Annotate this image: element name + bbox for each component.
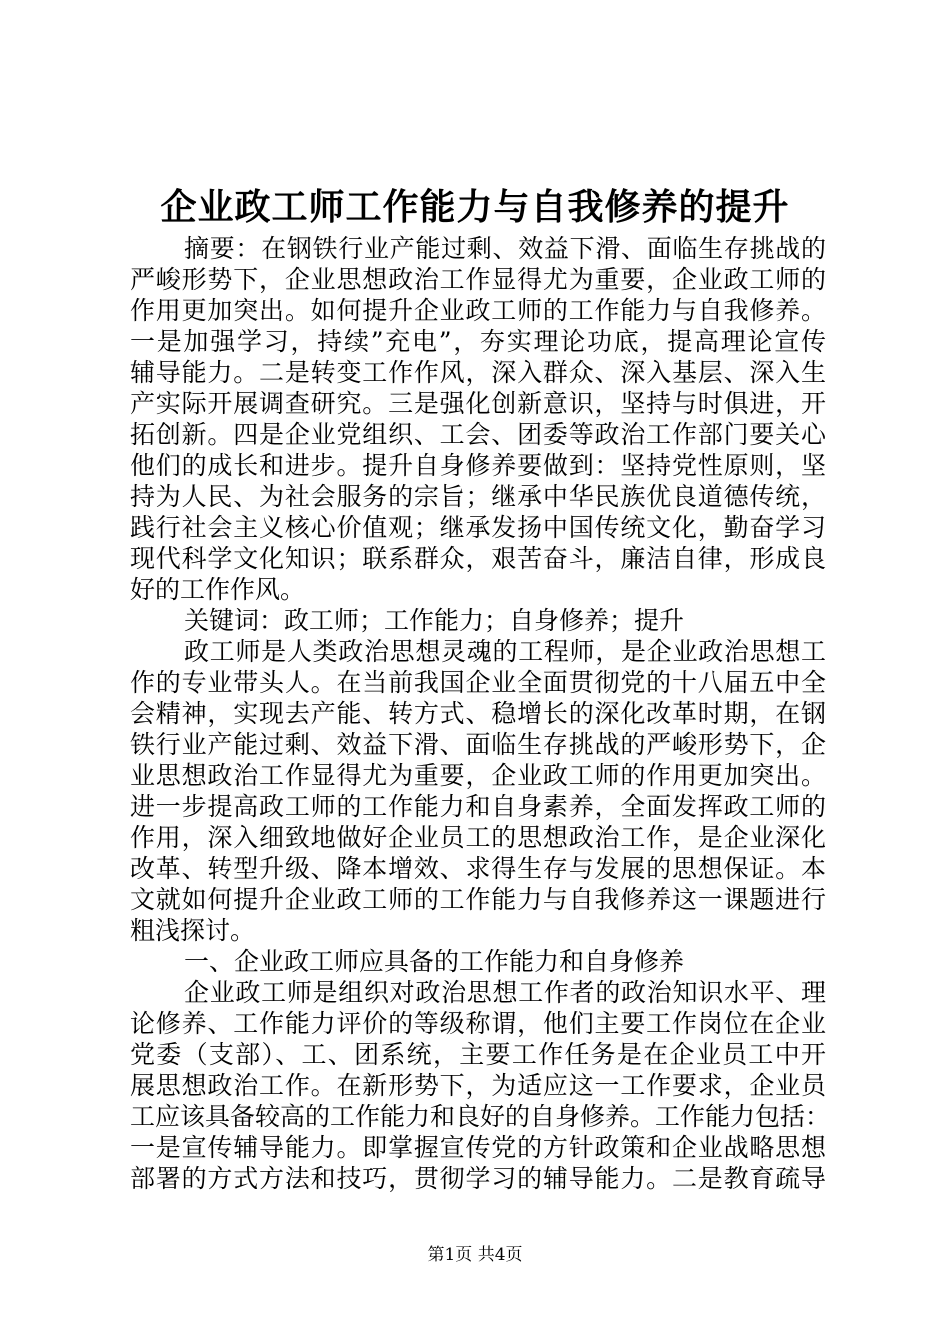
- text-line: 部署的方式方法和技巧，贯彻学习的辅导能力。二是教育疏导: [130, 1164, 826, 1193]
- document-title: 企业政工师工作能力与自我修养的提升: [160, 186, 790, 228]
- text-line: 政工师是人类政治思想灵魂的工程师，是企业政治思想工: [184, 637, 826, 666]
- text-line: 作用，深入细致地做好企业员工的思想政治工作，是企业深化: [130, 823, 826, 852]
- text-line: 文就如何提升企业政工师的工作能力与自我修养这一课题进行: [130, 885, 826, 914]
- text-line: 严峻形势下，企业思想政治工作显得尤为重要，企业政工师的: [130, 265, 826, 294]
- paragraph-keywords: [130, 605, 826, 636]
- text-line: 好的工作作风。: [130, 575, 306, 604]
- text-line: 现代科学文化知识；联系群众，艰苦奋斗，廉洁自律，形成良: [130, 544, 826, 573]
- text-line: 党委（支部）、工、团系统，主要工作任务是在企业员工中开: [130, 1040, 826, 1069]
- text-line: 进一步提高政工师的工作能力和自身素养，全面发挥政工师的: [130, 792, 826, 821]
- text-line: 企业政工师是组织对政治思想工作者的政治知识水平、理: [184, 978, 826, 1007]
- text-line: 改革、转型升级、降本增效、求得生存与发展的思想保证。本: [130, 854, 826, 883]
- text-line: 会精神，实现去产能、转方式、稳增长的深化改革时期，在钢: [130, 699, 826, 728]
- text-line: 产实际开展调查研究。三是强化创新意识，坚持与时俱进，开: [130, 389, 826, 418]
- text-line: 展思想政治工作。在新形势下，为适应这一工作要求，企业员: [130, 1071, 826, 1100]
- text-line: 作用更加突出。如何提升企业政工师的工作能力与自我修养。: [130, 296, 826, 325]
- paragraph-abstract: [130, 233, 826, 605]
- text-line: 作的专业带头人。在当前我国企业全面贯彻党的十八届五中全: [130, 668, 826, 697]
- text-line: 持为人民、为社会服务的宗旨；继承中华民族优良道德传统，: [130, 482, 826, 511]
- document-body: [130, 233, 831, 1194]
- text-line: 铁行业产能过剩、效益下滑、面临生存挑战的严峻形势下，企: [130, 730, 826, 759]
- text-line: 拓创新。四是企业党组织、工会、团委等政治工作部门要关心: [130, 420, 826, 449]
- text-line: 工应该具备较高的工作能力和良好的自身修养。工作能力包括：: [130, 1102, 831, 1131]
- text-line: 关键词：政工师；工作能力；自身修养；提升: [184, 606, 685, 635]
- text-line: 践行社会主义核心价值观；继承发扬中国传统文化，勤奋学习: [130, 513, 826, 542]
- page-footer: 第1页 共4页: [427, 1245, 523, 1265]
- text-line: 粗浅探讨。: [130, 916, 256, 945]
- text-line: 一是加强学习，持续”充电”，夯实理论功底，提高理论宣传: [130, 327, 826, 356]
- text-line: 辅导能力。二是转变工作作风，深入群众、深入基层、深入生: [130, 358, 826, 387]
- text-line: 论修养、工作能力评价的等级称谓，他们主要工作岗位在企业: [130, 1009, 826, 1038]
- text-line: 他们的成长和进步。提升自身修养要做到：坚持党性原则，坚: [130, 451, 826, 480]
- paragraph-section-1-body: [130, 977, 831, 1194]
- text-line: 业思想政治工作显得尤为重要，企业政工师的作用更加突出。: [130, 761, 826, 790]
- text-line: 一是宣传辅导能力。即掌握宣传党的方针政策和企业战略思想: [130, 1133, 826, 1162]
- paragraph-intro: [130, 636, 826, 946]
- text-line: 一、企业政工师应具备的工作能力和自身修养: [184, 947, 685, 976]
- paragraph-section-heading-1: [130, 946, 826, 977]
- text-line: 摘要：在钢铁行业产能过剩、效益下滑、面临生存挑战的: [184, 234, 826, 263]
